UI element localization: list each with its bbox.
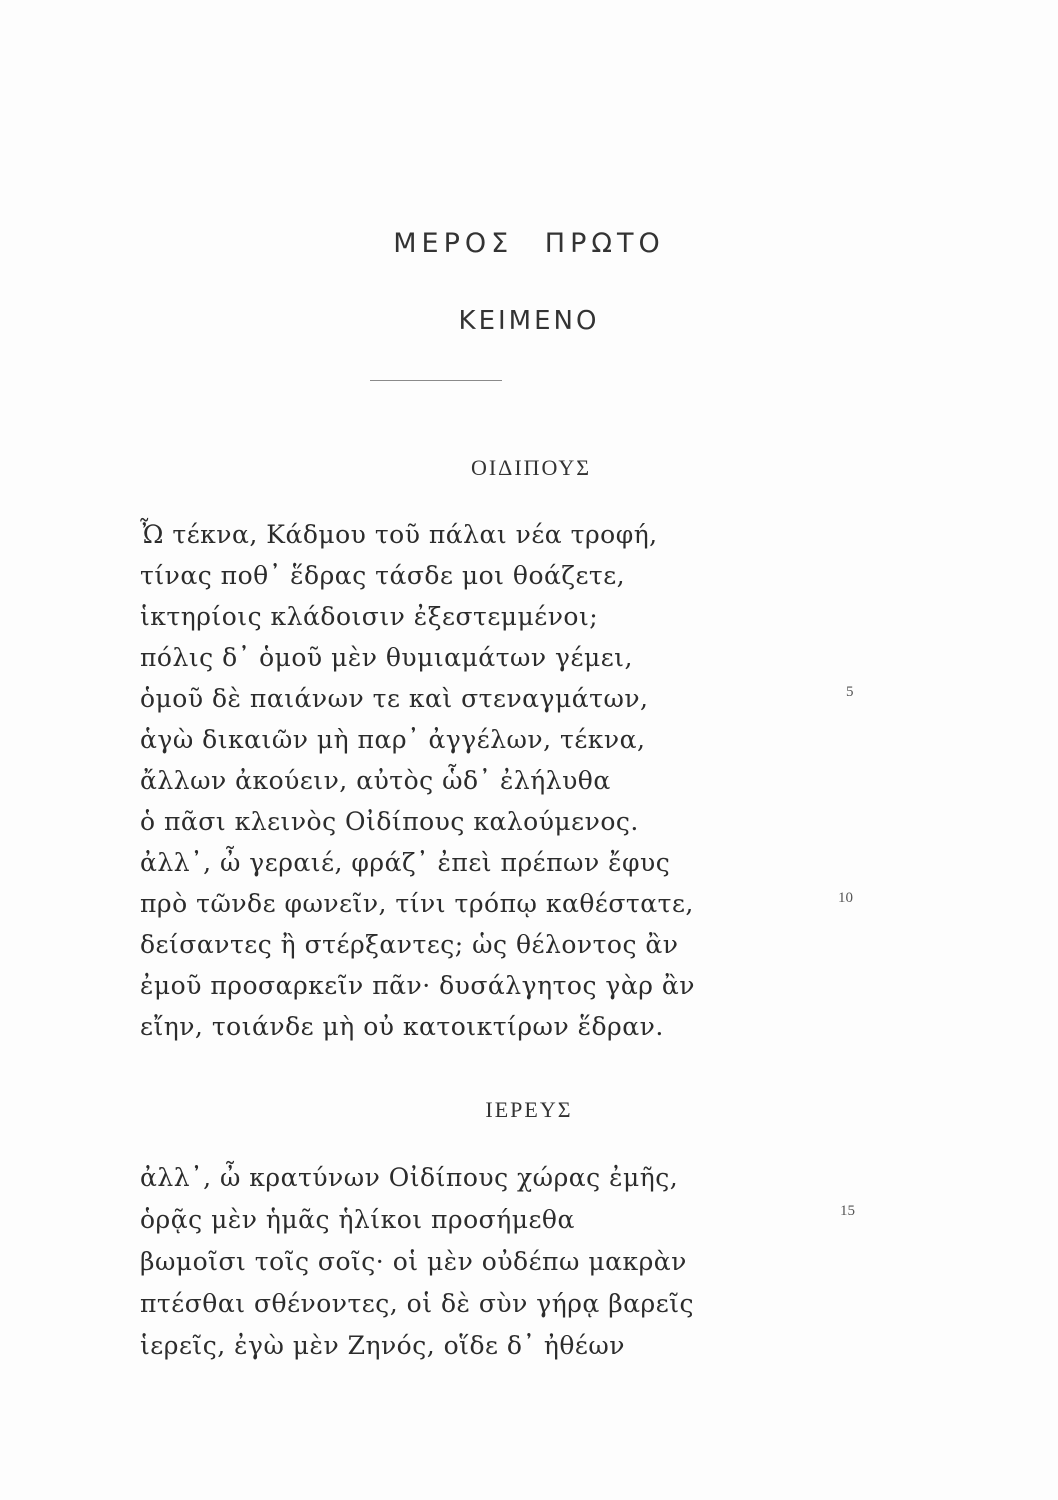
line-number-5: 5 <box>846 684 854 700</box>
verse-line: ἱκτηρίοις κλάδοισιν ἐξεστεμμένοι; <box>140 602 599 631</box>
verse-line: ἱερεῖς, ἐγὼ μὲν Ζηνός, οἵδε δ᾿ ἠθέων <box>140 1331 625 1360</box>
line-number-15: 15 <box>840 1203 855 1219</box>
line-number-10: 10 <box>838 890 853 906</box>
verse-line: εἴην, τοιάνδε μὴ οὐ κατοικτίρων ἕδραν. <box>140 1012 664 1041</box>
verse-line: Ὦ τέκνα, Κάδμου τοῦ πάλαι νέα τροφή, <box>140 520 658 549</box>
verse-line: πτέσθαι σθένοντες, οἱ δὲ σὺν γήρᾳ βαρεῖς <box>140 1289 695 1318</box>
verse-line: πόλις δ᾿ ὁμοῦ μὲν θυμιαμάτων γέμει, <box>140 643 633 672</box>
speaker-heading-oedipus: ΟΙΔΙΠΟΥΣ <box>470 455 592 480</box>
verse-line: τίνας ποθ᾿ ἕδρας τάσδε μοι θοάζετε, <box>140 561 626 590</box>
title-divider <box>370 380 502 381</box>
verse-line: ἀλλ᾿, ὦ κρατύνων Οἰδίπους χώρας ἐμῆς, <box>140 1163 679 1192</box>
section-title: ΚΕΙΜΕΝΟ <box>458 306 600 336</box>
verse-line: πρὸ τῶνδε φωνεῖν, τίνι τρόπῳ καθέστατε, <box>140 889 694 918</box>
verse-line: ὁ πᾶσι κλεινὸς Οἰδίπους καλούμενος. <box>140 807 639 836</box>
verse-line: δείσαντες ἢ στέρξαντες; ὡς θέλοντος ἂν <box>140 930 679 959</box>
verse-line: ἁγὼ δικαιῶν μὴ παρ᾿ ἀγγέλων, τέκνα, <box>140 725 646 754</box>
verse-line: ἐμοῦ προσαρκεῖν πᾶν· δυσάλγητος γὰρ ἂν <box>140 971 695 1000</box>
verse-line: βωμοῖσι τοῖς σοῖς· οἱ μὲν οὐδέπω μακρὰν <box>140 1247 687 1276</box>
verse-line: ὁμοῦ δὲ παιάνων τε καὶ στεναγμάτων, <box>140 684 649 713</box>
verse-line: ἀλλ᾿, ὦ γεραιέ, φράζ᾿ ἐπεὶ πρέπων ἔφυς <box>140 848 671 877</box>
part-title: ΜΕΡΟΣ ΠΡΩΤΟ <box>393 228 665 259</box>
verse-line: ἄλλων ἀκούειν, αὐτὸς ὧδ᾿ ἐλήλυθα <box>140 766 611 795</box>
speaker-heading-priest: ΙΕΡΕΥΣ <box>485 1097 573 1122</box>
verse-line: ὁρᾷς μὲν ἡμᾶς ἡλίκοι προσήμεθα <box>140 1205 575 1234</box>
